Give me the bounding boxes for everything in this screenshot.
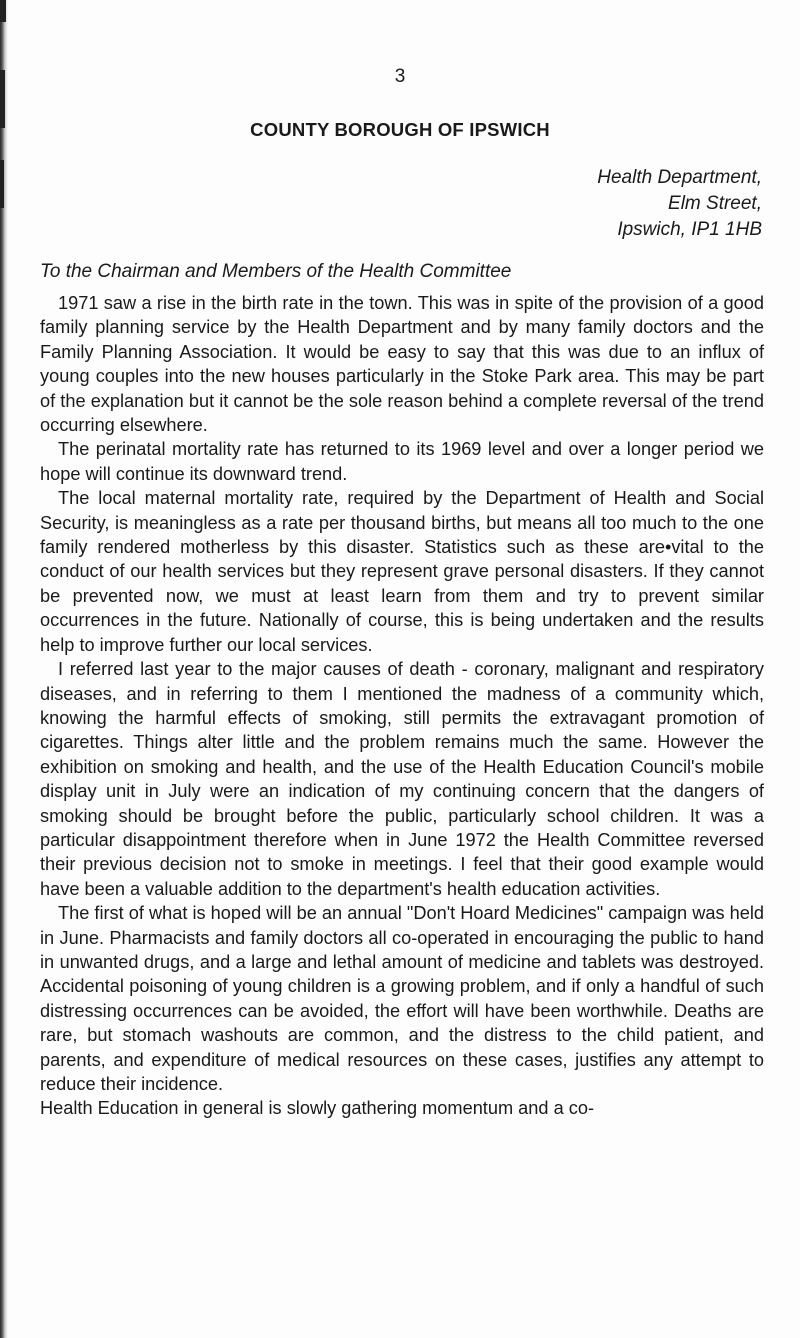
- binder-mark: [0, 160, 4, 208]
- address-line: Elm Street,: [668, 193, 762, 214]
- paragraph: The local maternal mortality rate, required by the Department of Health and Social Security, is meaningless as a rate per thousand births, but means all too much to the one family rendered motherless by this disaster. Statistics such as these are•vital to the conduct of our health services but they represent grave personal disasters. If they cannot be prevented now, we must at least learn from them and try to prevent similar occurrences in the future. Nationally of course, this is being undertaken and the results help to improve further our local services.: [40, 488, 764, 655]
- paragraph: Health Education in general is slowly gathering momentum and a co-: [40, 1098, 595, 1119]
- body-text: [40, 291, 764, 1121]
- salutation: To the Chairman and Members of the Health Committee: [40, 261, 512, 282]
- address-line: Ipswich, IP1 1HB: [617, 219, 762, 240]
- paragraph: 1971 saw a rise in the birth rate in the town. This was in spite of the provision of a good family planning service by the Health Department and by many family doctors and the Family Planning Association. It would be easy to say that this was due to an influx of young couples into the new houses particularly in the Stoke Park area. This may be part of the explanation but it cannot be the sole reason behind a complete reversal of the trend occurring elsewhere.: [40, 293, 764, 436]
- paragraph: I referred last year to the major causes of death - coronary, malignant and respiratory diseases, and in referring to them I mentioned the madness of a community which, knowing the harmful effects of smoking, still permits the extravagant promotion of cigarettes. Things alter little and the problem remains much the same. However the exhibition on smoking and health, and the use of the Health Education Council's mobile display unit in July were an indication of my continuing concern that the dangers of smoking should be brought before the public, particularly school children. It was a particular disappointment therefore when in June 1972 the Health Committee reversed their previous decision not to smoke in meetings. I feel that their good example would have been a valuable addition to the department's health education activities.: [40, 659, 764, 899]
- paragraph: The first of what is hoped will be an annual "Don't Hoard Medicines" campaign was held in June. Pharmacists and family doctors all co-operated in encouraging the public to hand in unwanted drugs, and a large and lethal amount of medicine and tablets was destroyed. Accidental poisoning of young children is a growing problem, and if only a handful of such distressing occurrences can be avoided, the effort will have been worthwhile. Deaths are rare, but stomach washouts are common, and the distress to the child patient, and parents, and expenditure of medical resources on these cases, justifies any attempt to reduce their incidence.: [40, 903, 764, 1094]
- address-block: [597, 165, 762, 243]
- paragraph: The perinatal mortality rate has returned to its 1969 level and over a longer period we hope will continue its downward trend.: [40, 439, 764, 484]
- page-title: COUNTY BOROUGH OF IPSWICH: [250, 119, 550, 140]
- address-line: Health Department,: [597, 167, 762, 188]
- page-number: 3: [394, 66, 406, 87]
- binder-mark: [0, 0, 6, 22]
